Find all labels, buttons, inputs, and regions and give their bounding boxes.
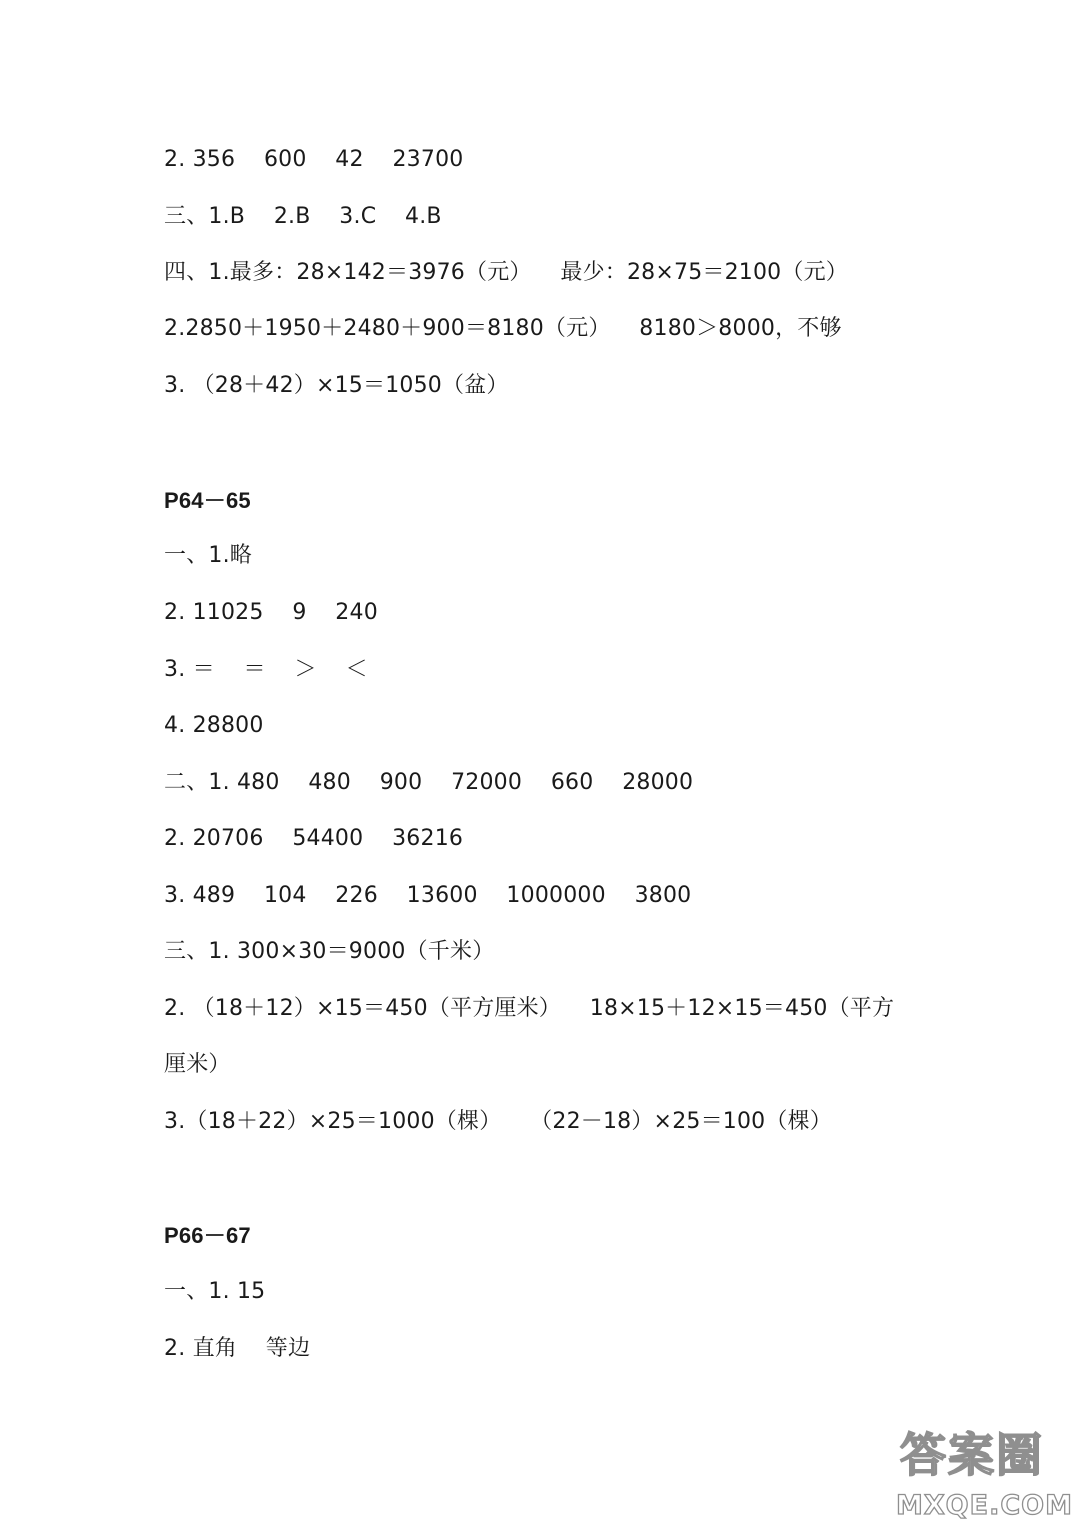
- watermark-logo-icon: [896, 1423, 1066, 1481]
- answer-line: 2.2850＋1950＋2480＋900＝8180（元） 8180＞8000，不够: [164, 316, 842, 341]
- answer-line: 三、1.B 2.B 3.C 4.B: [164, 204, 442, 229]
- section-heading: P64－65: [164, 488, 251, 513]
- answer-line: 2. 直角 等边: [164, 1336, 311, 1361]
- answer-line: 四、1.最多：28×142＝3976（元） 最少：28×75＝2100（元）: [164, 260, 848, 285]
- answer-line: 3.（18＋22）×25＝1000（棵） （22－18）×25＝100（棵）: [164, 1109, 832, 1134]
- answer-line: 3. （28＋42）×15＝1050（盆）: [164, 373, 509, 398]
- section-heading: P66－67: [164, 1223, 251, 1248]
- answer-line: 一、1. 15: [164, 1279, 266, 1304]
- answer-line: 3. 489 104 226 13600 1000000 3800: [164, 883, 692, 908]
- answer-line: 2. （18＋12）×15＝450（平方厘米） 18×15＋12×15＝450（平方: [164, 996, 895, 1021]
- answer-line: 4. 28800: [164, 713, 264, 738]
- answer-line: 2. 20706 54400 36216: [164, 826, 464, 851]
- watermark-logo-text: 答案圈: [900, 1428, 1044, 1481]
- watermark: [896, 1423, 1073, 1523]
- answer-line: 二、1. 480 480 900 72000 660 28000: [164, 770, 694, 795]
- answer-line: 厘米）: [164, 1052, 231, 1077]
- answer-line: 2. 11025 9 240: [164, 600, 378, 625]
- answer-line: 一、1.略: [164, 543, 252, 568]
- answer-line: 3. ＝ ＝ ＞ ＜: [164, 657, 368, 682]
- answer-line: 2. 356 600 42 23700: [164, 147, 464, 172]
- watermark-site: MXQE.COM: [896, 1490, 1073, 1521]
- answer-line: 三、1. 300×30＝9000（千米）: [164, 939, 495, 964]
